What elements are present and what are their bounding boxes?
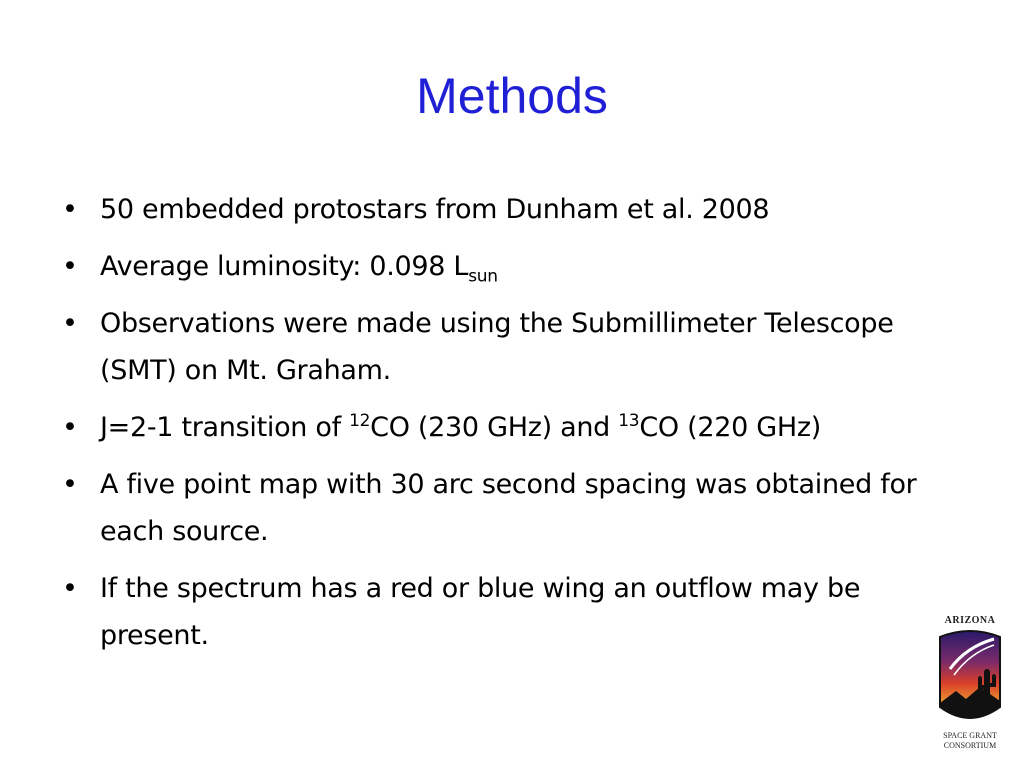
bullet-text: CO (230 GHz) and <box>370 412 619 443</box>
subscript: sun <box>468 266 498 287</box>
bullet-text: Average luminosity: 0.098 L <box>100 251 469 282</box>
bullet-text: If the spectrum has a red or blue wing an outflow may be present. <box>100 573 861 651</box>
superscript: 13 <box>618 411 640 431</box>
logo-top-text: ARIZONA <box>944 615 996 626</box>
bullet-item <box>60 565 930 659</box>
bullet-list <box>60 186 930 669</box>
bullet-text: 50 embedded protostars from Dunham et al. 2008 <box>100 194 770 225</box>
logo-bottom-line1: SPACE GRANT <box>943 731 997 740</box>
bullet-item <box>60 186 930 233</box>
bullet-item <box>60 404 930 451</box>
arizona-space-grant-logo <box>930 615 1010 755</box>
bullet-text: J=2-1 transition of <box>100 412 350 443</box>
logo-bottom-line2: CONSORTIUM <box>943 741 997 750</box>
bullet-item <box>60 461 930 555</box>
bullet-item <box>60 243 930 290</box>
logo-emblem-icon <box>936 629 1004 733</box>
bullet-item <box>60 300 930 394</box>
bullet-text: A five point map with 30 arc second spacing was obtained for each source. <box>100 469 917 547</box>
superscript: 12 <box>349 411 371 431</box>
bullet-text: Observations were made using the Submillimeter Telescope (SMT) on Mt. Graham. <box>100 308 894 386</box>
slide-title: Methods <box>416 68 608 124</box>
bullet-text: CO (220 GHz) <box>639 412 821 443</box>
logo-bottom-text <box>930 731 1010 751</box>
